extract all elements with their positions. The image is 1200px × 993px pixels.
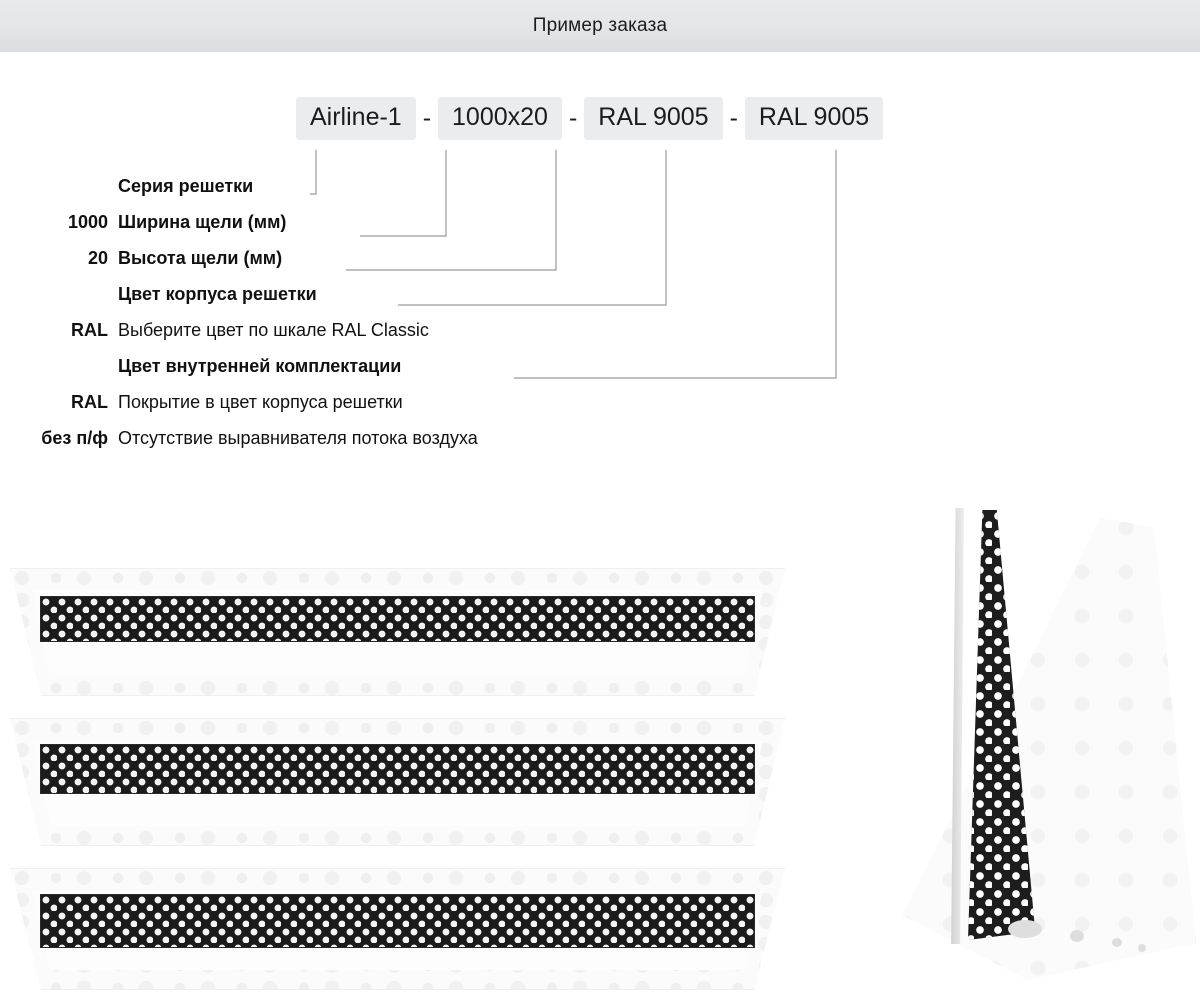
slot-perforation <box>41 895 754 947</box>
code-chip-inner-color: RAL 9005 <box>745 97 883 140</box>
code-separator-1: - <box>422 103 432 132</box>
code-chip-series: Airline-1 <box>296 97 416 140</box>
code-chip-dimensions: 1000x20 <box>438 97 562 140</box>
page-header <box>0 0 1200 52</box>
legend-key-width: 1000 <box>67 212 108 232</box>
legend-key-coating: RAL <box>71 392 108 412</box>
legend-item-ral-classic <box>0 320 700 356</box>
legend-key-height: 20 <box>87 248 108 268</box>
legend-text-ral-classic: Выберите цвет по шкале RAL Classic <box>118 320 429 340</box>
legend-text-coating: Покрытие в цвет корпуса решетки <box>118 392 403 412</box>
legend-item-coating <box>0 392 700 428</box>
legend-key-no-flow-straightener: без п/ф <box>41 428 108 448</box>
grille-slot <box>40 596 755 642</box>
page-title: Пример заказа <box>532 15 668 36</box>
legend-text-series: Серия решетки <box>118 176 254 196</box>
legend-item-no-flow-straightener <box>0 428 700 464</box>
slot-perforation <box>41 745 754 793</box>
legend-key-ral-classic: RAL <box>71 320 108 340</box>
code-chip-body-color: RAL 9005 <box>584 97 722 140</box>
grille-unit-1 <box>10 568 785 696</box>
code-separator-3: - <box>729 103 738 132</box>
product-photos <box>0 500 1200 993</box>
photo-grille-perspective <box>800 500 1200 993</box>
legend-text-width: Ширина щели (мм) <box>118 212 287 232</box>
grille-slot <box>40 744 755 794</box>
plate-mounting-holes <box>1008 892 1168 962</box>
legend-item-height <box>0 248 700 284</box>
photo-grilles-front <box>0 500 800 993</box>
order-code-row <box>296 94 883 142</box>
code-separator-2: - <box>568 103 578 132</box>
legend-item-inner-color <box>0 356 700 392</box>
grille-unit-2 <box>10 718 785 846</box>
legend-list <box>0 176 700 464</box>
grille-slot <box>40 894 755 948</box>
legend-item-series <box>0 176 700 212</box>
mounting-hole <box>1112 938 1122 947</box>
mounting-hole <box>1008 920 1042 938</box>
legend-text-height: Высота щели (мм) <box>118 248 283 268</box>
slot-perforation <box>41 597 754 641</box>
legend-text-body-color: Цвет корпуса решетки <box>118 284 317 304</box>
mounting-hole <box>1138 944 1146 952</box>
grille-unit-3 <box>10 868 785 990</box>
mounting-hole <box>1070 930 1084 942</box>
legend-item-width <box>0 212 700 248</box>
legend-item-body-color <box>0 284 700 320</box>
legend-text-no-flow-straightener: Отсутствие выравнивателя потока воздуха <box>118 428 478 448</box>
legend-text-inner-color: Цвет внутренней комплектации <box>118 356 402 376</box>
